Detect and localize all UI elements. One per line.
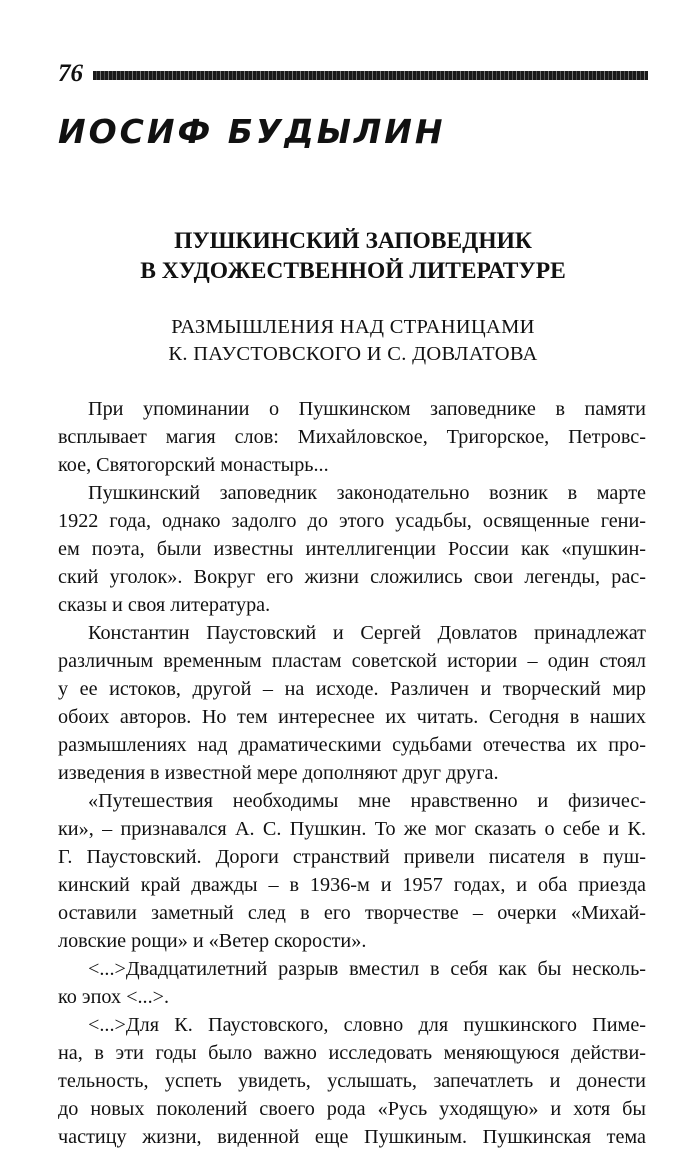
- title-line: В ХУДОЖЕСТВЕННОЙ ЛИТЕРАТУРЕ: [140, 258, 566, 284]
- body-line: Константин Паустовский и Сергей Довлатов принадлежат: [88, 622, 646, 644]
- header-rule: [93, 71, 648, 80]
- body-line: кое, Святогорский монастырь...: [58, 454, 329, 476]
- article-subtitle: [58, 314, 648, 368]
- body-line: оставили заметный след в его творчестве – очерки «Михай-: [58, 902, 646, 924]
- body-line: кинский край дважды – в 1936-м и 1957 годах, и оба приезда: [58, 874, 646, 896]
- article-title: [58, 226, 648, 286]
- body-line: При упоминании о Пушкинском заповеднике в памяти: [88, 398, 646, 420]
- title-line: ПУШКИНСКИЙ ЗАПОВЕДНИК: [174, 228, 532, 254]
- body-line: <...>Двадцатилетний разрыв вместил в себя как бы несколь-: [88, 958, 646, 980]
- body-line: Пушкинский заповедник законодательно возник в марте: [88, 482, 646, 504]
- body-line: ский уголок». Вокруг его жизни сложились свои легенды, рас-: [58, 566, 646, 588]
- body-line: обоих авторов. Но тем интереснее их читать. Сегодня в наших: [58, 706, 646, 728]
- body-line: всплывает магия слов: Михайловское, Тригорское, Петровс-: [58, 426, 646, 448]
- body-line: у ее истоков, другой – на исходе. Различен и творческий мир: [58, 678, 646, 700]
- body-line: ем поэта, были известны интеллигенции России как «пушкин-: [58, 538, 646, 560]
- body-line: <...>Для К. Паустовского, словно для пушкинского Пиме-: [88, 1014, 646, 1036]
- page-number: 76: [58, 59, 83, 87]
- subtitle-line: РАЗМЫШЛЕНИЯ НАД СТРАНИЦАМИ: [171, 316, 535, 338]
- body-line: различным временным пластам советской истории – один стоял: [58, 650, 646, 672]
- body-line: размышлениях над драматическими судьбами отечества их про-: [58, 734, 646, 756]
- body-line: тельность, успеть увидеть, услышать, запечатлеть и донести: [58, 1070, 646, 1092]
- body-line: изведения в известной мере дополняют друг друга.: [58, 762, 499, 784]
- author-name: ИОСИФ БУДЫЛИН: [58, 112, 446, 151]
- body-line: до новых поколений своего рода «Русь уходящую» и хотя бы: [58, 1098, 646, 1120]
- subtitle-line: К. ПАУСТОВСКОГО И С. ДОВЛАТОВА: [168, 343, 538, 365]
- body-line: ко эпох <...>.: [58, 986, 170, 1008]
- body-line: частицу жизни, виденной еще Пушкиным. Пушкинская тема: [58, 1126, 646, 1148]
- body-line: на, в эти годы было важно исследовать меняющуюся действи-: [58, 1042, 646, 1064]
- body-line: ки», – признавался А. С. Пушкин. То же мог сказать о себе и К.: [58, 818, 646, 840]
- body-line: 1922 года, однако задолго до этого усадьбы, освященные гени-: [58, 510, 646, 532]
- body-line: сказы и своя литература.: [58, 594, 271, 616]
- body-line: Г. Паустовский. Дороги странствий привели писателя в пуш-: [58, 846, 646, 868]
- article-body: [58, 395, 646, 1151]
- body-line: ловские рощи» и «Ветер скорости».: [58, 930, 367, 952]
- page-header: [58, 58, 648, 88]
- body-line: «Путешествия необходимы мне нравственно и физичес-: [88, 790, 646, 812]
